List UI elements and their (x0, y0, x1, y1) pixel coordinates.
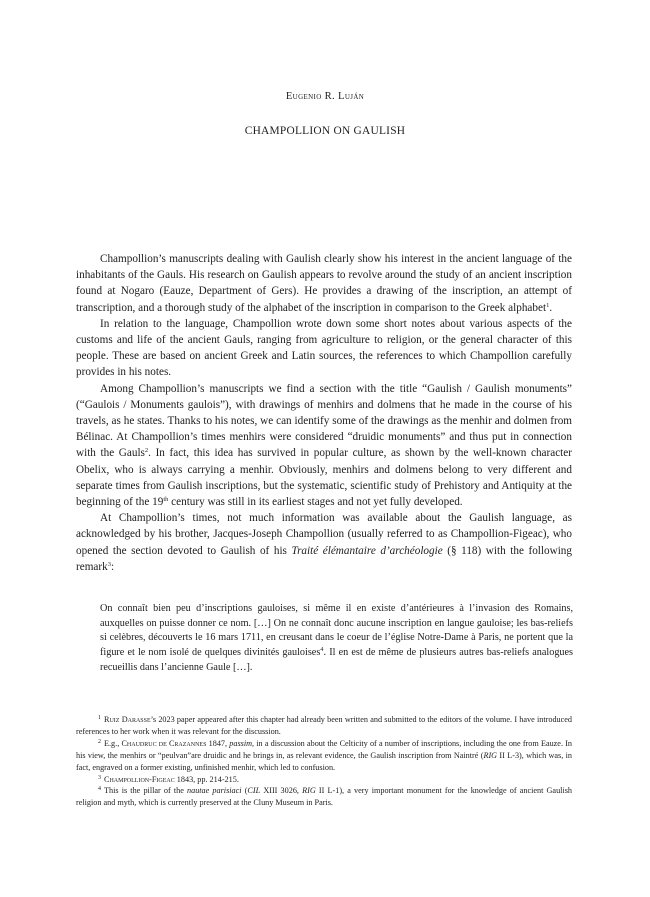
footnote-ref-4[interactable]: 4 (320, 646, 324, 654)
paragraph-3-text-c: century was still in its earliest stages and not yet fully developed. (168, 496, 463, 509)
paragraph-2: In relation to the language, Champollion wrote down some short notes about various aspects of the customs and life of the ancient Gauls, ranging from agriculture to religion, or the general character of this people. These are based on ancient Greek and Latin sources, the references to which Champollion carefully provides in his notes. (76, 317, 572, 379)
footnote-2-year: 1847, (206, 738, 230, 748)
quote-text-a: On connaît bien peu d’inscriptions gauloises, si même il en existe d’antérieures à l’invasion des Romains, auxquelles on puisse donner ce nom. […] On ne connaît donc aucune inscription en langue gauloise; les bas-reliefs si celèbres, découverts le 16 mars 1711, en creusant dans le coeur de l’église Notre-Dame à Paris, ne portent que la figure et le nom isolé de quelques divinités gauloises (100, 603, 573, 659)
chapter-title: CHAMPOLLION ON GAULISH (244, 125, 406, 137)
footnote-ref-3[interactable]: 3 (107, 560, 111, 568)
footnote-2-passim: passim (229, 738, 253, 748)
paragraph-1 (76, 251, 572, 316)
paragraph-4-text-c: : (110, 560, 115, 573)
footnote-2-end: II L-3), which was, in fact, engraved on a former existing, unfinished menhir, which led to confusion. (76, 750, 572, 772)
paragraph-3-text-a: Among Champollion’s manuscripts we find a section with the title “Gaulish / Gaulish monuments” (“Gaulois / Monuments gaulois”), with drawings of menhirs and dolmens that he made in the course of his travels, as he states. Thanks to his notes, we can identify some of the drawings as the menhir and dolmen from Bélinac. At Champollion’s times menhirs were considered “druidic monuments” and thus put in connection with the Gauls (76, 382, 572, 460)
footnote-4 (76, 785, 572, 809)
main-text (76, 251, 572, 575)
footnote-2-author: Chaudruc de Crazannes (121, 738, 207, 748)
footnote-2-text: , in a discussion about the Celticity of a number of inscriptions, including the one from Eauze. In his view, the menhirs or “peulvan”are druidic and he brings in, as relevant evidence, the Gaulish inscription from Naintré ( (76, 738, 573, 760)
paragraph-4-text-b: (§ 118) with the following remark (76, 544, 572, 573)
footnote-2-number: 2 (98, 738, 101, 745)
paragraph-3-text-b: . In fact, this idea has survived in popular culture, as shown by the well-known character Obelix, who is always carrying a menhir. Obviously, menhirs and dolmens belong to very different and separate times from Gaulish inscriptions, but the systematic, scientific study of Prehistory and Antiquity at the beginning of the 19 (76, 447, 572, 509)
block-quote (100, 602, 573, 676)
footnote-2-prefix: E.g., (104, 738, 122, 748)
book-title: Traité élémantaire d’archéologie (291, 544, 443, 557)
footnote-4-prefix: This is the pillar of the (104, 786, 187, 796)
footnote-2 (76, 738, 572, 774)
footnote-4-mid: XIII 3026, (260, 786, 303, 796)
paragraph-3 (76, 381, 572, 511)
footnote-1-author: Ruiz Darasse (104, 715, 151, 724)
footnote-2-rig: RIG (483, 750, 498, 760)
footnote-4-number: 4 (98, 786, 101, 793)
footnote-ref-2[interactable]: 2 (144, 447, 149, 455)
footnote-3-number: 3 (98, 774, 101, 781)
footnote-4-rig: RIG (302, 786, 316, 796)
footnote-3-text: 1843, pp. 214-215. (174, 774, 239, 784)
footnote-3 (76, 774, 572, 786)
footnote-1-text: ’s 2023 paper appeared after this chapter had already been written and submitted to the editors of the volume. I have introduced references to her work when it was relevant for the discussion. (76, 715, 572, 736)
footnote-4-cil: CIL (247, 786, 261, 796)
footnote-1-number: 1 (98, 715, 101, 721)
footnote-3-author: Champollion-Figeac (104, 774, 175, 784)
footnote-1 (76, 714, 572, 738)
footnote-4-open: ( (241, 786, 248, 796)
footnote-4-nautae: nautae parisiaci (187, 786, 242, 796)
quote-text-b: . Il en est de même de plusieurs autres bas-reliefs analogues recueillis dans l’ancienne Gaule […]. (100, 647, 573, 673)
paragraph-4-text-a: At Champollion’s times, not much information was available about the Gaulish language, as acknowledged by his brother, Jacques-Joseph Champollion (usually referred to as Champollion-Figeac), who opened the section devoted to Gaulish of his (76, 512, 572, 557)
footnotes (76, 714, 572, 809)
ordinal-suffix: th (163, 496, 169, 504)
author-name: Eugenio R. Luján (285, 91, 365, 102)
footnote-ref-1[interactable]: 1 (546, 301, 550, 309)
paragraph-1-end: . (549, 301, 553, 314)
paragraph-4 (76, 510, 572, 575)
paragraph-1-text: Champollion’s manuscripts dealing with Gaulish clearly show his interest in the ancient language of the inhabitants of the Gauls. His research on Gaulish appears to revolve around the study of an ancient inscription found at Nogaro (Eauze, Department of Gers). He provides a drawing of the inscription, an attempt of transcription, and a thorough study of the alphabet of the inscription in comparison to the Greek alphabet (76, 253, 572, 314)
quote-paragraph (100, 602, 573, 676)
footnote-4-end: II L-1), a very important monument for the knowledge of ancient Gaulish religion and myth, which is currently preserved at the Cluny Museum in Paris. (76, 786, 572, 808)
